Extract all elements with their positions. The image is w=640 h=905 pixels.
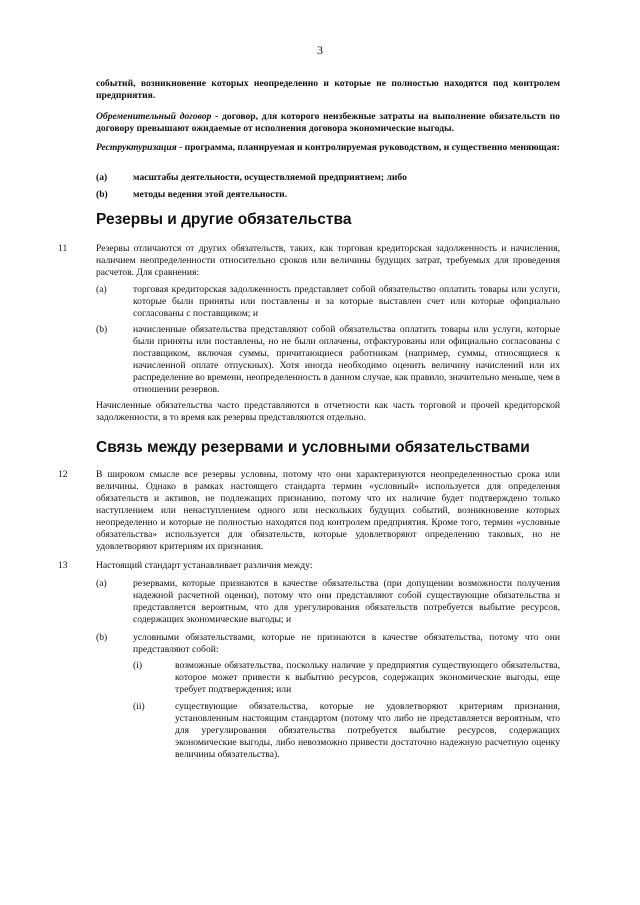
list-item: торговая кредиторская задолженность представляет собой обязательство оплатить товары или услуги, которые были приняты или поставлены и за которые выставлен счет или которые официально согласованы с поставщиком; и [133,284,560,319]
list-label: (b) [96,189,108,200]
list-label: (b) [96,324,108,335]
sublist-label: (i) [133,660,143,671]
list-item: методы ведения этой деятельности. [133,189,288,200]
section-heading: Связь между резервами и условными обязательствами [96,439,530,456]
list-label: (a) [96,172,108,183]
sublist-label: (ii) [133,701,145,712]
definition-onerous-contract [96,111,560,135]
page-number: 3 [317,43,323,57]
definition-restructuring [96,142,560,154]
paragraph-text: Настоящий стандарт устанавливает различия между: [96,560,313,571]
sublist-item: возможные обязательства, поскольку наличие у предприятия существующего обязательства, которое может привести к выбытию ресурсов, содержащих экономические выгоды, еще требует подтверждения; или [175,660,560,695]
paragraph-text: Начисленные обязательства часто представляются в отчетности как часть торговой и прочей кредиторской задолженности, в то время как резервы представляются отдельно. [96,400,560,423]
definition-continuation: событий, возникновение которых неопределенно и которые не полностью находятся под контролем предприятия. [96,78,560,101]
sublist-item: существующие обязательства, которые не удовлетворяют критериям признания, установленным настоящим стандартом (потому что либо не представляется вероятным, что для урегулирования обязательства потребуется выбытие ресурсов, содержащих экономические выгоды, либо невозможно привести достаточно надежную расчетную оценку величины обязательства). [175,701,560,760]
list-label: (a) [96,578,107,589]
paragraph-number: 13 [58,560,68,571]
list-item: условными обязательствами, которые не признаются в качестве обязательства, потому что они представляют собой: [133,632,560,655]
list-item: начисленные обязательства представляют собой обязательства оплатить товары или услуги, которые были приняты или поставлены, но не были оплачены, отфактурованы или официально согласованы с поставщиком, включая суммы, причитающиеся работникам (например, суммы, относящиеся к начисленной оплате отпускных). Хотя иногда необходимо оценить величину начислений или их распределение во времени, неопределенность в данном случае, как правило, значительно меньше, чем в отношении резервов. [133,324,560,395]
definition-onerous-text: - договор, для которого неизбежные затраты на выполнение обязательств по договору превышают ожидаемые от исполнения договора экономические выгоды. [96,111,560,134]
list-label: (a) [96,284,107,295]
paragraph-number: 11 [58,243,68,254]
list-item: резервами, которые признаются в качестве обязательства (при допущении возможности получения надежной расчетной оценки), потому что они представляют собой существующие обязательства и представляется вероятным, что для урегулирования обязательств потребуется выбытие ресурсов, содержащих экономические выгоды; и [133,578,560,625]
paragraph-number: 12 [58,469,68,480]
term-restructuring: Реструктуризация [96,142,177,153]
section-heading: Резервы и другие обязательства [96,211,352,228]
list-item: масштабы деятельности, осуществляемой предприятием; либо [133,172,407,183]
term-onerous-contract: Обременительный договор [96,111,212,122]
paragraph-text: Резервы отличаются от других обязательств, таких, как торговая кредиторская задолженность и начисления, наличием неопределенности относительно сроков или величины будущих затрат, требуемых для проведения расчетов. Для сравнения: [96,243,560,278]
paragraph-text: В широком смысле все резервы условны, потому что они характеризуются неопределенностью срока или величины. Однако в рамках настоящего стандарта термин «условный» используется для определения обязательств и активов, не подлежащих признанию, потому что их наличие будет подтверждено только наступлением или ненаступлением одного или нескольких будущих событий, возникновение которых неопределенно и которые не полностью находятся под контролем предприятия. Кроме того, термин «условные обязательства» используется для обязательств, которые удовлетворяют определению таковых, но не удовлетворяют критериям их признания. [96,469,560,552]
definition-restructuring-text: - программа, планируемая и контролируемая руководством, и существенно меняющая: [176,142,560,153]
list-label: (b) [96,632,108,643]
